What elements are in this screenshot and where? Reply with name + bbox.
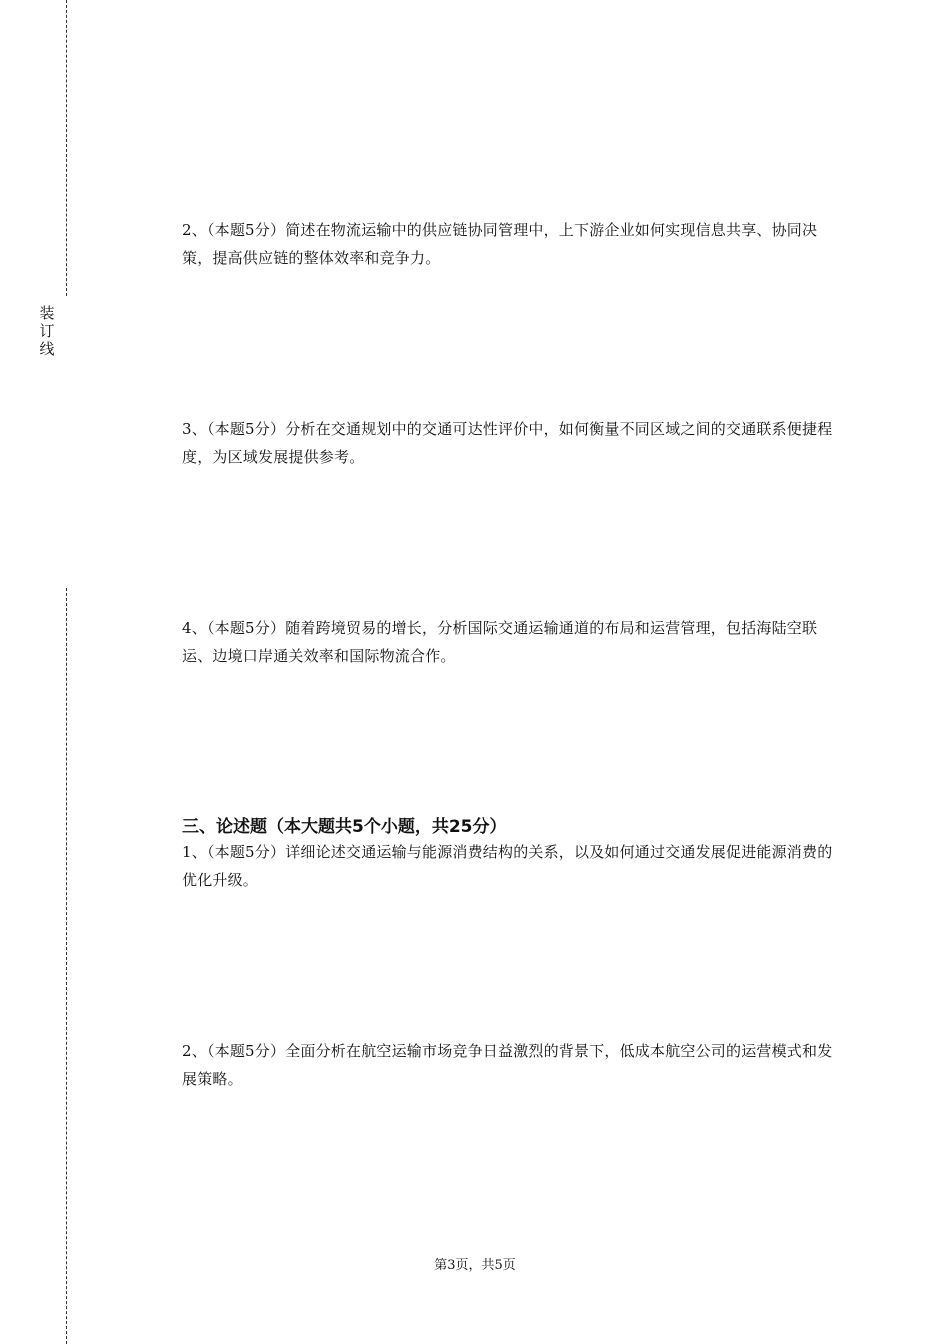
binding-dashed-line-top (66, 0, 67, 296)
binding-label-char: 装 (39, 304, 55, 322)
binding-line-label (37, 304, 57, 358)
essay-question-2: 2、（本题5分）全面分析在航空运输市场竞争日益激烈的背景下，低成本航空公司的运营模式和发展策略。 (182, 1042, 833, 1088)
short-answer-question-4: 4、（本题5分）随着跨境贸易的增长，分析国际交通运输通道的布局和运营管理，包括海陆空联运、边境口岸通关效率和国际物流合作。 (182, 619, 818, 665)
essay-section-heading: 三、论述题（本大题共5个小题，共25分） (182, 817, 507, 837)
short-answer-question-2: 2、（本题5分）简述在物流运输中的供应链协同管理中，上下游企业如何实现信息共享、协同决策，提高供应链的整体效率和竞争力。 (182, 221, 818, 267)
binding-dashed-line-bottom (66, 588, 67, 1344)
short-answer-question-3: 3、（本题5分）分析在交通规划中的交通可达性评价中，如何衡量不同区域之间的交通联系便捷程度，为区域发展提供参考。 (182, 420, 833, 466)
page-number-footer: 第3页，共5页 (434, 1258, 516, 1273)
binding-label-char: 线 (39, 340, 55, 358)
binding-label-char: 订 (39, 322, 55, 340)
essay-question-1: 1、（本题5分）详细论述交通运输与能源消费结构的关系，以及如何通过交通发展促进能源消费的优化升级。 (182, 843, 833, 889)
